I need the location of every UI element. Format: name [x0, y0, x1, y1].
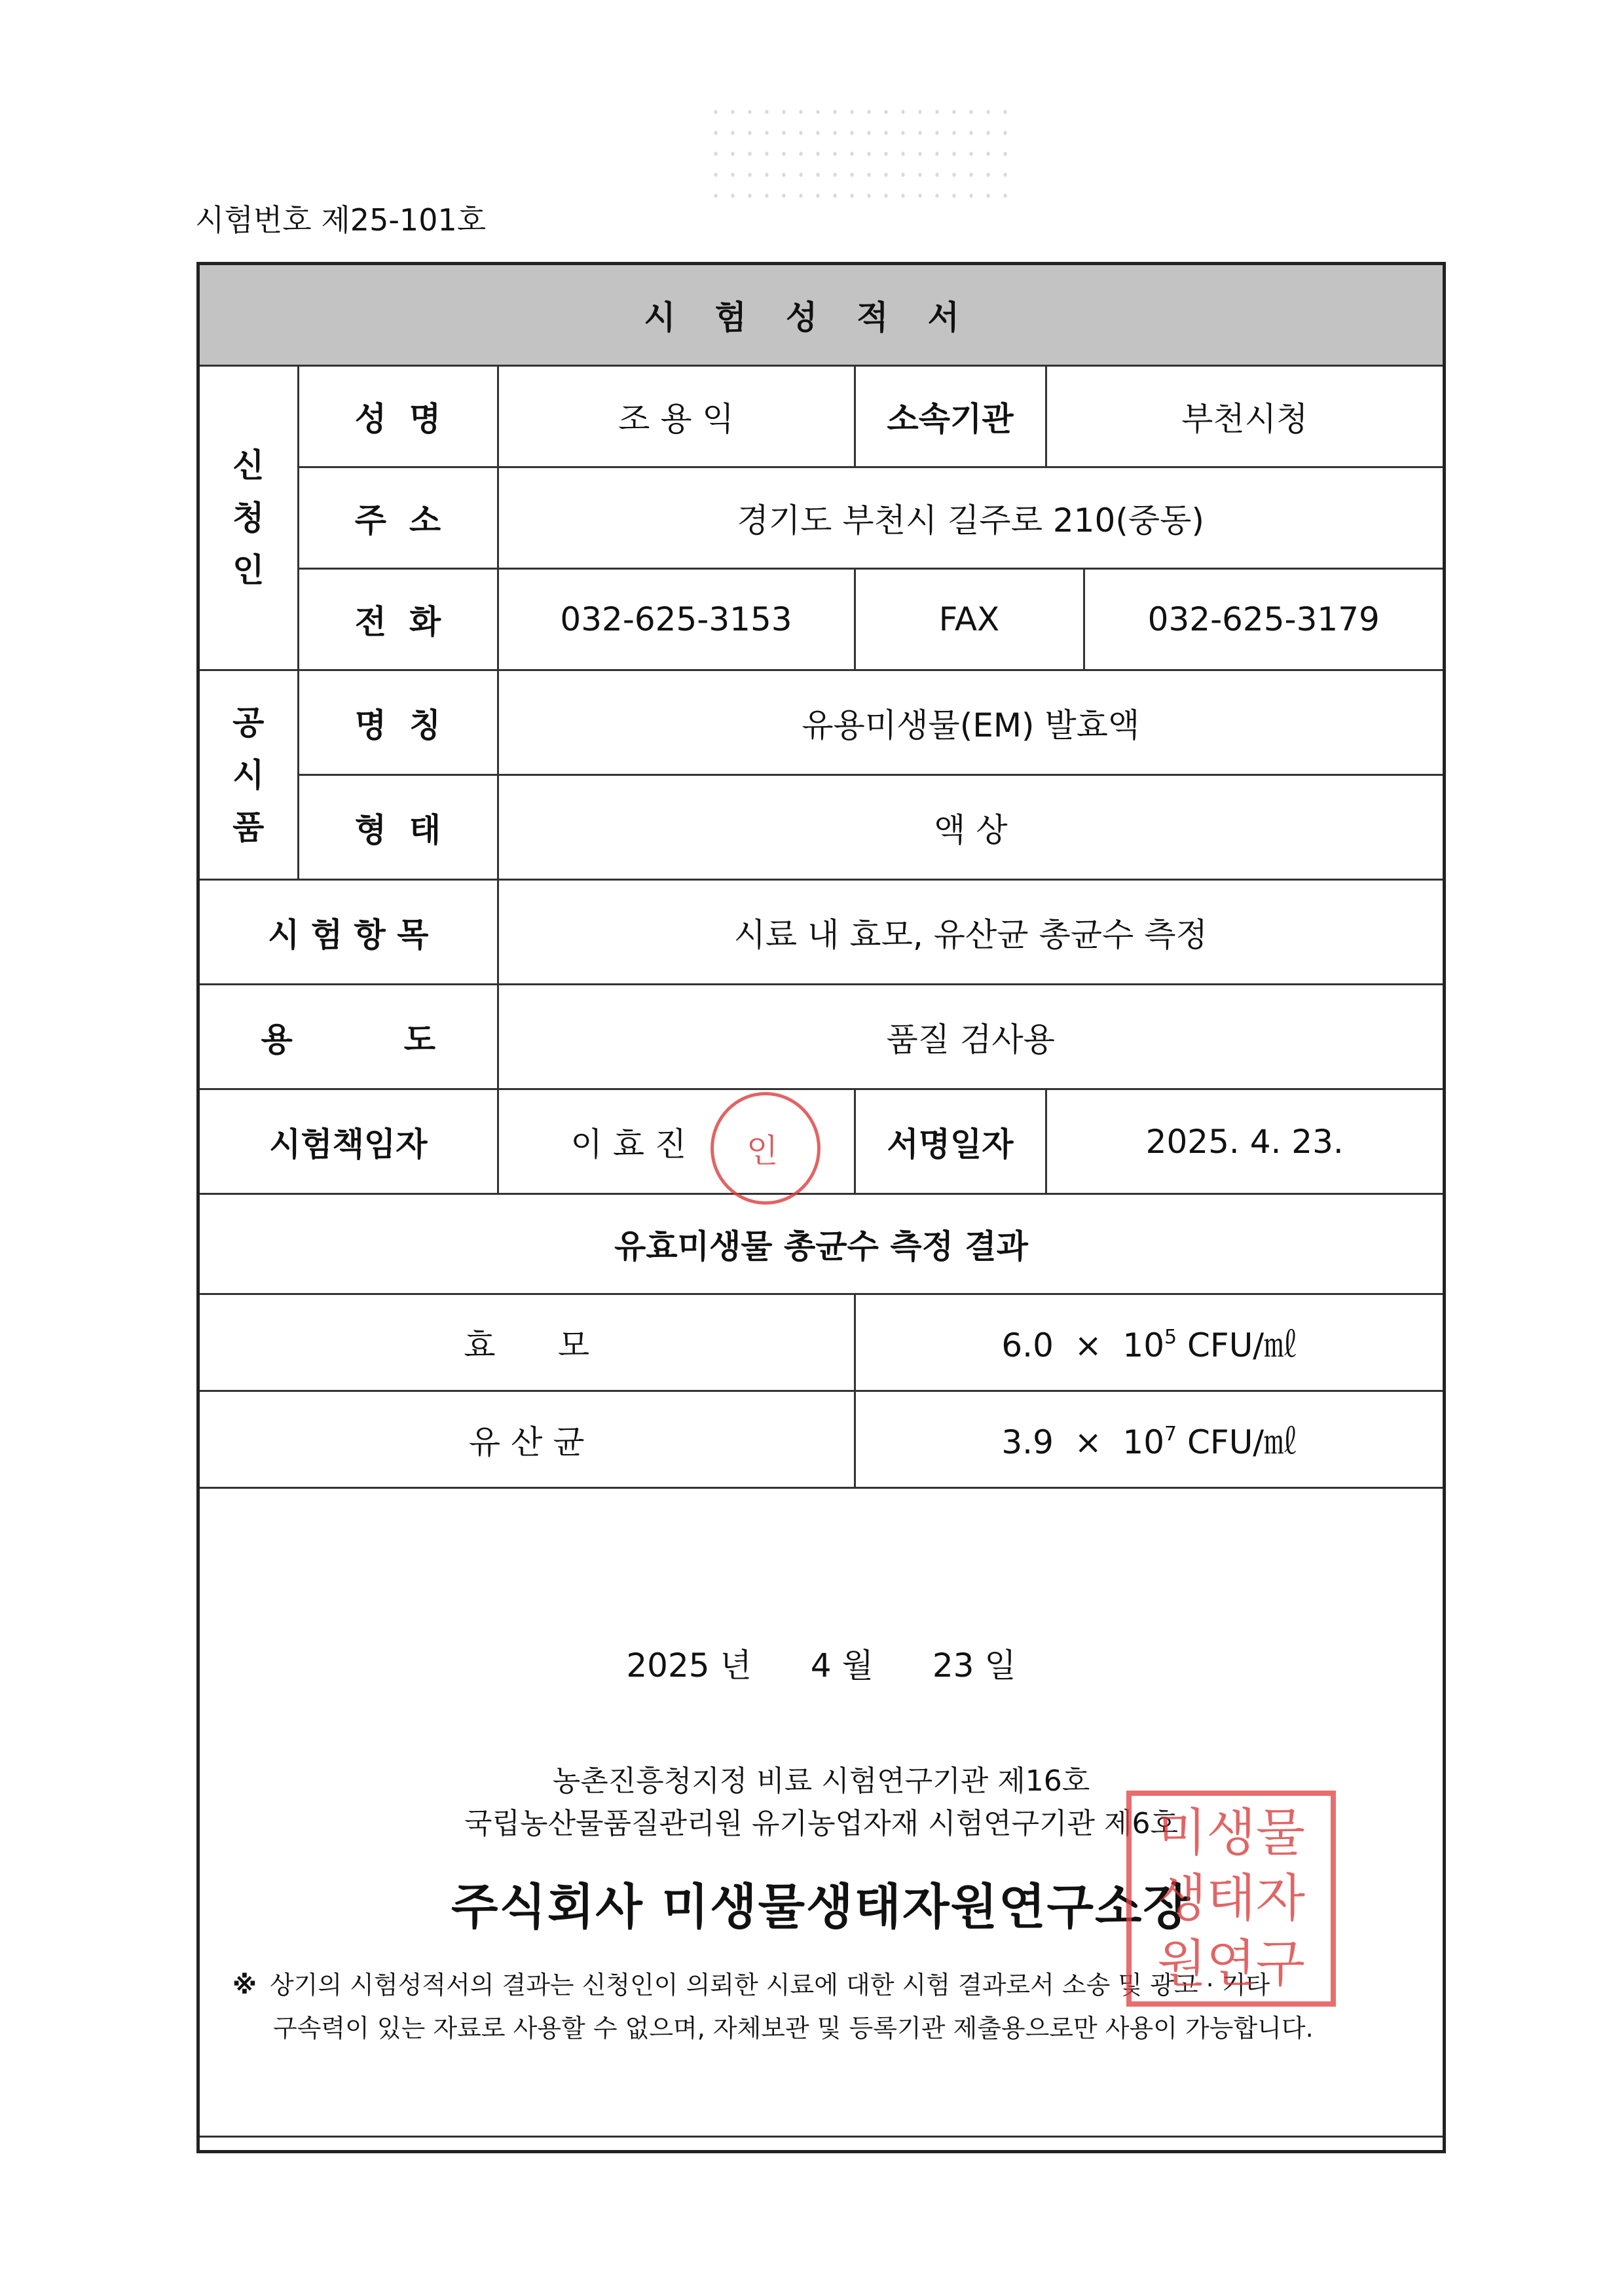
scan-speckle — [707, 101, 1008, 200]
document-title: 시험성적서 — [200, 265, 1443, 366]
results-title: 유효미생물 총균수 측정 결과 — [200, 1194, 1443, 1294]
phone-label: 전 화 — [298, 569, 498, 670]
result-value: $3.9 \times 10^7$ CFU/㎖ — [855, 1391, 1443, 1488]
applicant-address: 경기도 부천시 길주로 210(중동) — [498, 467, 1443, 569]
test-item-label: 시 험 항 목 — [200, 880, 498, 985]
form-label: 형 태 — [298, 775, 498, 880]
address-label: 주 소 — [298, 467, 498, 569]
applicant-section-label: 신 청 인 — [200, 366, 298, 670]
purpose: 품질 검사용 — [498, 985, 1443, 1089]
result-name: 유 산 균 — [200, 1391, 855, 1488]
fax-label: FAX — [855, 569, 1084, 670]
sign-date-label: 서명일자 — [855, 1089, 1046, 1194]
designation-2: 국립농산물품질관리원 유기농업자재 시험연구기관 제6호 — [464, 1807, 1179, 1840]
result-name: 효 모 — [200, 1294, 855, 1391]
responsible-label: 시험책임자 — [200, 1089, 498, 1194]
note-symbol: ※ — [232, 1971, 257, 1999]
sample-item-name: 유용미생물(EM) 발효액 — [498, 670, 1443, 775]
item-name-label: 명 칭 — [298, 670, 498, 775]
disclaimer-note: ※ 상기의 시험성적서의 결과는 신청인이 의뢰한 시료에 대한 시험 결과로서 소송 및 광고 · 기타 구속력이 있는 자료로 사용할 수 없으며, 자체보관 및 등록기관 제출용으로만 사용이 가능합니다. — [232, 1971, 1314, 2043]
responsible-seal-stamp: 인 — [710, 1092, 821, 1205]
test-item: 시료 내 효모, 유산균 총균수 측정 — [498, 880, 1443, 985]
org-label: 소속기관 — [855, 366, 1046, 467]
applicant-name: 조 용 익 — [498, 366, 855, 467]
applicant-org: 부천시청 — [1046, 366, 1443, 467]
company-seal-stamp: 미생물생태자원연구 — [1126, 1791, 1336, 2007]
designation-1: 농촌진흥청지정 비료 시험연구기관 제16호 — [552, 1764, 1090, 1798]
purpose-label: 용 도 — [200, 985, 498, 1089]
applicant-fax: 032-625-3179 — [1084, 569, 1443, 670]
name-label: 성 명 — [298, 366, 498, 467]
responsible-name: 이 효 진 — [498, 1089, 855, 1194]
sample-section-label: 공 시 품 — [200, 670, 298, 880]
company-name: 주식회사 미생물생태자원연구소장 — [451, 1879, 1192, 1935]
result-value: $6.0 \times 10^5$ CFU/㎖ — [855, 1294, 1443, 1391]
sign-date: 2025. 4. 23. — [1046, 1089, 1443, 1194]
sample-form: 액 상 — [498, 775, 1443, 880]
test-number: 시험번호 제25-101호 — [195, 202, 487, 238]
issue-date: 2025 년 4 월 23 일 — [626, 1647, 1016, 1685]
applicant-phone: 032-625-3153 — [498, 569, 855, 670]
